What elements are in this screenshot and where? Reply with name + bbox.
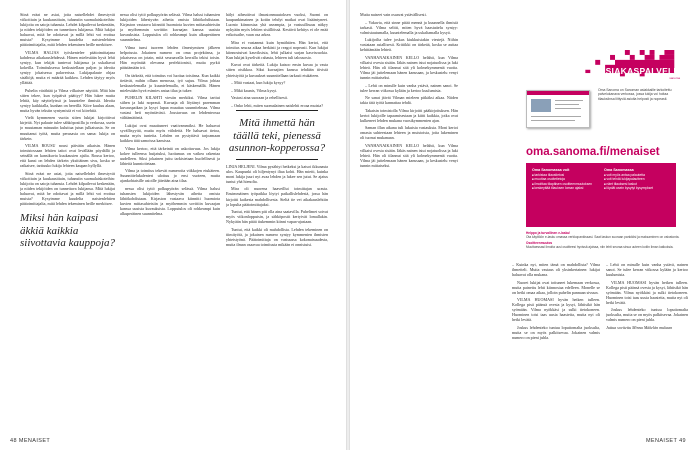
paragraph: Tuntui, että hänen piti olla aina saatavilla. Puhelimet soivat myös viikonloppuisin, ja sähköpostit kertyivät lomallakin. Nykyään hän pitää tiukemmin kiinni vapaa-ajastaan.	[226, 209, 328, 225]
quote-rule	[236, 110, 318, 111]
paragraph: – Lehti on minulle kuin vanha ystävä, nainen sanoi. Se tulee kerran viikossa kylään ja kertoo kuulumisia.	[360, 82, 458, 93]
ad-feature-item: ■ ilmoittaa tilapäisen osoitteenmuutoksen	[532, 182, 600, 186]
paragraph: LINJA HELJENI. Vilma pysähtyi hetkeksi ja katsoi ikkunasta ulos. Kaupunki oli hiljentynyt iltaa kohti. Hän mietti, kuinka moni lukija juuri nyt avaa lehden ja lukee sen jutut. Se ajatus tuntui yhä hienolta.	[226, 163, 328, 184]
paragraph: VILMA HUOMASI hyvän hetken tulleen. Kollega pisti päänsä ovesta ja kysyi, lähtisikö hän syömään. Vilma nyökkäsi ja sulki tietokoneen. Huominen toisi taas uusia haasteita, mutta nyt oli hetki levätä.	[512, 297, 600, 323]
ad-footer-text: Ota käyttöön e-lasku omassa verkkopankissasi. Saat laskun suoraan pankkiisi ja maksaminen on vaivatonta.	[526, 235, 680, 239]
ad-feature-left-title: Oma Sanomassa voit	[532, 168, 570, 172]
website-screenshot-image	[526, 90, 590, 128]
ad-brand: sanoma	[669, 76, 680, 80]
ad-feature-item: ■ näet tilauksesi laskut	[604, 182, 672, 186]
paragraph: Saman illan aikana tuli lukuisia vastauksia. Moni kertoi omasta suhteestaan lehteen ja muistoista, joita lukeminen oli tuonut mukanaan.	[360, 125, 458, 141]
paragraph: Siinä eräat ne asiat, joita naisellehdet ilmestyvät viikoittain ja kuukausittain, tuhansiin suomalaiskoteihin: lukijoita on satoja tuhansia. Lehdet kilpailevat keskenään, ja niiden tekijöiden on tunnettava lukijansa. Mitä lukijat haluavat, mitä he odottavat ja millä lehti voi erottua muista? Kysyimme kuudelta naistenlehtien päätoimittajalta, mitä lehden tekeminen heille merkitsee.	[20, 12, 115, 48]
paragraph: Mira oli nuorena haaveillut toimittajan urasta. Ensimmäinen työpaikka löytyi paikallislehdestä, jossa hän kirjoitti kaikesta mahdollisesta. Sieltä tie vei aikakauslehtiin ja lopulta päätoimittajaksi.	[226, 186, 328, 207]
paragraph: – Lehti on minulle kuin vanha ystävä, nainen sanoi. Se tulee kerran viikossa kylään ja kertoo kuulumisia.	[606, 262, 688, 278]
paragraph: VILMA HALJAS työskentelee päätoimittajana kahdessa aikakauslehdessä. Hänen mielestään hyvä lehti syntyy, kun tekijät tuntevat lukijansa ja uskaltavat kokeilla. Toimituksessa keskustellaan paljon ja ideoita syntyy jokaisessa palaverissa. Lukijapalaute ohjaa sisältöjä, mutta ei määrää kaikkea. Lehden täytyy myös yllättää.	[20, 49, 115, 86]
paragraph: Vastasi aina suoraan ja rehellisesti.	[231, 95, 288, 101]
quote-rule	[236, 159, 318, 160]
paragraph: Siinä eräat ne asiat, joita naisellehdet ilmestyvät viikoittain ja kuukausittain, tuhansiin suomalaiskoteihin: lukijoita on satoja tuhansia. Lehdet kilpailevat keskenään, ja niiden tekijöiden on tunnettava lukijansa. Mitä lukijat haluavat, mitä he odottavat ja millä lehti voi erottua muista? Kysyimme kuudelta naistenlehtien päätoimittajalta, mitä lehden tekeminen heille merkitsee.	[20, 170, 115, 207]
paragraph: PUHELIN KILAHTI viestin merkiksi. Vilma tarttui siihen ja luki nopeasti. Kuvaaja oli löytänyt paremman kuvauspaikan ja kysyi lupaa muuttaa suunnitelmaa. Vilma vastasi heti myöntävästi. Joustavuus on lehdenteossa välttämätöntä.	[120, 95, 220, 121]
asiakaspalvelu-ad	[512, 50, 690, 257]
ad-title: ASIAKASPALVELU	[599, 66, 680, 76]
paragraph: – Mitä vastaat, kun lukija kysyy?	[231, 80, 286, 86]
ad-footer	[526, 231, 681, 249]
paragraph: VANHANAIKAINEN KELLO helähti, kun Vilma vilkaisi ovesta sisään. Iäkäs nainen istui nojatuolissa ja luki lehteä. Hän oli tilannut sitä yli kolmekymmentä vuotta. Vilma jäi juttelemaan hänen kanssaan, ja keskustelu venyi tunnin mittaiseksi.	[360, 143, 458, 169]
paragraph: Ne sanat jäivät Vilman mieleen pitkäksi aikaa. Niiden takia tätä työtä kannattaa tehdä.	[360, 95, 458, 106]
paragraph: Lukijat ovat muuttuneet vaativammiksi. He haluavat syvällisyyttä, mutta myös viihdettä. He haluavat tietoa, mutta myös tunteita. Lehden on pystyttävä tarjoamaan kaikkea tätä samoissa kansissa.	[120, 122, 220, 144]
paragraph: VANHANAIKAINEN KELLO helähti, kun Vilma vilkaisi ovesta sisään. Iäkäs nainen istui nojatuolissa ja luki lehteä. Hän oli tilannut sitä yli kolmekymmentä vuotta. Vilma jäi juttelemaan hänen kanssaan, ja keskustelu venyi tunnin mittaiseksi.	[360, 54, 458, 81]
ad-footer-text-2: Muuttaessasi ilmoita uusi osoitteesi hyvissä ajoissa, niin lehti seuraa sinua uuteen kotiin ilman katkoksia.	[526, 245, 674, 249]
paragraph: nessa olisi tyttö polkupyörän selässä. Vilma halusi tuhansien lukijoiden lähestyvän aihetta omista lähtökohdistaan. Kirjaston vastaava kiinnitti huomiota kuvien mittasuhteisiin ja myöhemmin sovittiin kuvaajan kanssa uusista kuvauksista. Lopputulos oli rohkeampi kuin alkuperäinen suunnitelma.	[120, 12, 220, 43]
pull-quote: Miksi hän kaipasi äkkiä kaikkia siivottavia kauppoja?	[20, 212, 115, 250]
paragraph: – Onko lehti, miten suomalainen naislehti eroaa muista?	[231, 102, 324, 108]
paragraph: Joskus lehdenteko tuntuu loputtomalta juoksulta, mutta se on myös palkitsevaa. Jokainen valmis numero on pieni juhla.	[606, 307, 688, 323]
ad-footer-title: Helppo ja turvallinen e-lasku!	[526, 231, 571, 235]
ad-feature-item: ■ tarkistaa tilaustietosi	[532, 173, 600, 177]
paragraph: Kuvat ovat tärkeitä. Lukija katsoo ensin kuvaa ja vasta sitten otsikkoa. Siksi kuvaajien kanssa tehdään tiivistä yhteistyötä ja kuvaukset suunnitellaan tarkasti etukäteen.	[226, 62, 328, 78]
left-column-2	[120, 12, 220, 432]
ad-feature-right	[604, 168, 672, 190]
paragraph: On tärkeää, että toimitus voi luottaa toisiinsa. Kun kaikki tietävät, mihin ollaan menossa, työ sujuu. Vilma johtaa keskustelemalla ja kuuntelemalla, ei käskemällä. Hänen mielestään hyvä esimies antaa tilaa ja tukee.	[120, 72, 220, 93]
screenshot-line	[531, 120, 575, 121]
ad-feature-right-title: Oma Sanomassa	[604, 168, 634, 172]
ad-feature-left	[532, 168, 600, 190]
screenshot-bar	[527, 91, 589, 95]
ad-url-link[interactable]: oma.sanoma.fi/menaiset	[526, 146, 660, 158]
right-column-3	[606, 262, 688, 422]
paragraph: Vielä kymmenen vuotta sitten lukijat kirjoittivat kirjeitä. Nyt palaute tulee sähköpostilla ja verkossa, usein jo muutaman minuutin kuluttua jutun julkaisusta. Se on muuttanut työtä, mutta perusasia on sama: lukija on tärkein.	[20, 115, 115, 141]
left-column-3	[226, 12, 328, 432]
paragraph: Takaisin toimistolla Vilma kirjoitti pääkirjoituksen. Hän kertoi lukijoille tapaamisestaan ja kiitti kaikkia, jotka ovat kulkeneet lehden mukana vuosikymmenten ajan.	[360, 107, 458, 123]
folio-left: 48 MENAISET	[10, 438, 51, 444]
paragraph: Joskus lehdenteko tuntuu loputtomalta juoksulta, mutta se on myös palkitsevaa. Jokainen valmis numero on pieni juhla.	[512, 325, 600, 341]
paragraph: – Vakavia, että sinne pitää mennä ja kuunnella ihmisiä tarkasti. Vilma selitti, miten hyvä haastattelu syntyy: valmistautumalla, kuuntelemalla ja uskaltamalla kysyä.	[360, 19, 458, 35]
ad-feature-box	[526, 163, 676, 227]
paragraph: – Kuinka nyt, miten tämä on mahdollista? Vilma ihmetteli. Mutta vastaus oli yksinkertainen: lukijat haluavat olla mukana.	[512, 262, 600, 278]
paragraph: hälyt aiheuttivat ilmastonmuutoksen vuoksi, Suomi on kaupunkimainen ja kotiin tehdyt matkat ovat lisääntyneet. Luonto kiinnostaa yhä useampia, ja vastuullisuus näkyy nykyään myös lehtien sisällöissä. Kestävä kehitys ei ole enää erikoisaihe, vaan osa arkea.	[226, 12, 328, 38]
ad-feature-item: ■ voit tehdä lukijapalautteen	[604, 177, 672, 181]
right-column-2	[512, 262, 600, 422]
paragraph: Vilma ja toimitus tekevät numeroita viikkojen etukäteen. Suunnittelukalenteri ulottuu jo ensi vuoteen, mutta ajankohtaisille asioille jätetään aina tilaa.	[120, 168, 220, 184]
screenshot-line	[555, 100, 583, 101]
ad-feature-item: ■ löydät usein kysytyt kysymykset	[604, 186, 672, 190]
paragraph: Nuoret lukijat ovat tottuneet lukemaan verkossa, mutta painettu lehti kiinnostaa edelleen. Monelle se on hetki omaa aikaa, jolloin puhelin pannaan sivuun.	[512, 279, 600, 295]
screenshot-photo	[531, 99, 551, 112]
paragraph: Lukijoilta tulee joskus kiukkuisiakin viestejä. Niihin vastataan asiallisesti. Kritiikki on tärkeää, koska se auttaa kehittämään lehteä.	[360, 37, 458, 53]
paragraph: Vilma kertoo, että tärkeintä on uskottavuus. Jos lukija kokee tulleensa huijatuksi, luottamus on vaikea rakentaa uudelleen. Siksi jokainen juttu tarkistetaan huolellisesti ja lähteitä kunnioitetaan.	[120, 145, 220, 166]
paragraph: Tuntui, että kaikki oli mahdollista. Lehden tekeminen on tiimityötä, ja jokainen numero syntyy kymmenien ihmisten yhteistyönä. Päätoimittaja on vastuussa kokonaisuudesta, mutta ilman osaavaa toimitusta mikään ei onnistuisi.	[226, 226, 328, 247]
screenshot-line	[531, 116, 581, 117]
credit: Juttua sovitettu Minna Mäkelän mukaan	[606, 325, 673, 331]
paragraph: Mira ei vastannut kuin hymähtäen. Hän kertoi, että toimitus seuraa aikaa herkästi ja reagoi nopeasti. Kun lukijat kiinnostuivat kasviksista, lehti julkaisi sarjan kasvisruokia. Kun lukijat kyselivät rahasta, lehteen tuli talousosio.	[226, 39, 328, 60]
right-column-1	[360, 12, 458, 432]
ad-intro-text: Oma Sanoma on Sanoman asiakkaille tarkoitettu palvelukanava verkossa, jossa lukija voi hoitaa tilauksiinsa liittyviä asioita helposti ja nopeasti.	[598, 88, 672, 101]
paragraph: – Mikä kaunis, Vilma kysyi.	[231, 87, 278, 93]
paragraph: VILMA HUOMASI hyvän hetken tulleen. Kollega pisti päänsä ovesta ja kysyi, lähtisikö hän syömään. Vilma nyökkäsi ja sulki tietokoneen. Huominen toisi taas uusia haasteita, mutta nyt oli hetki levätä.	[606, 279, 688, 305]
pull-quote: Mitä ihmettä hän täällä teki, pienessä asunnon-kopperossa?	[228, 117, 326, 155]
ad-feature-item: ■ muuttaa osoitetietoja	[532, 177, 600, 181]
folio-right: MENAISET 49	[645, 438, 686, 444]
ad-feature-item: ■ keskeyttää tilauksen loman ajaksi	[532, 186, 600, 190]
paragraph: VILMA ROUSU nousi päivään aikaisin. Hänen toimistossaan lehtien taitot ovat levällään pöydällä ja seinällä on kansikuvia kuukausien ajalta. Rousu kertoo, että kansi on lehden tärkein yksittäinen sivu, koska se ratkaisee, tarttuuko lukija lehteen kaupan hyllyllä.	[20, 143, 115, 169]
screenshot-line	[555, 108, 581, 109]
ad-feature-item: ■ voit myös antaa palautetta	[604, 173, 672, 177]
ad-footer-title-2: Osoitteenmuutos	[526, 241, 553, 245]
paragraph: Puhelin värähtää ja Vilma vilkaisee näyttöä. Mitä hän sitten tekee, kun työpäivä päättyy? Hän lukee muita lehtiä, käy näyttelyissä ja kuuntelee ihmisiä. Ideoita syntyy kaikkialla, kunhan on hereillä. Kiire kuuluu alaan, mutta hyvän tekstin syntymistä ei voi kiirehtiä.	[20, 87, 115, 113]
paragraph: nessa olisi tyttö polkupyörän selässä. Vilma halusi tuhansien lukijoiden lähestyvän aihetta omista lähtökohdistaan. Kirjaston vastaava kiinnitti huomiota kuvien mittasuhteisiin ja myöhemmin sovittiin kuvaajan kanssa uusista kuvauksista. Lopputulos oli rohkeampi kuin alkuperäinen suunnitelma.	[120, 185, 220, 217]
paragraph: Mutta naiseet vain osaavat ystävällisesti.	[360, 12, 427, 17]
left-column-1	[20, 12, 115, 432]
paragraph: Vilma tunsi tuoreen lehden ilmestymisen jälkeen helpotusta. Jokainen numero on oma projektinsa, ja jokaisessa on jotain, mitä seuraavalla kerralla tekisi toisin. Hän myöntää olevansa perfektionisti, mutta pyrkii päästämään irti.	[120, 44, 220, 70]
screenshot-line	[555, 104, 579, 105]
